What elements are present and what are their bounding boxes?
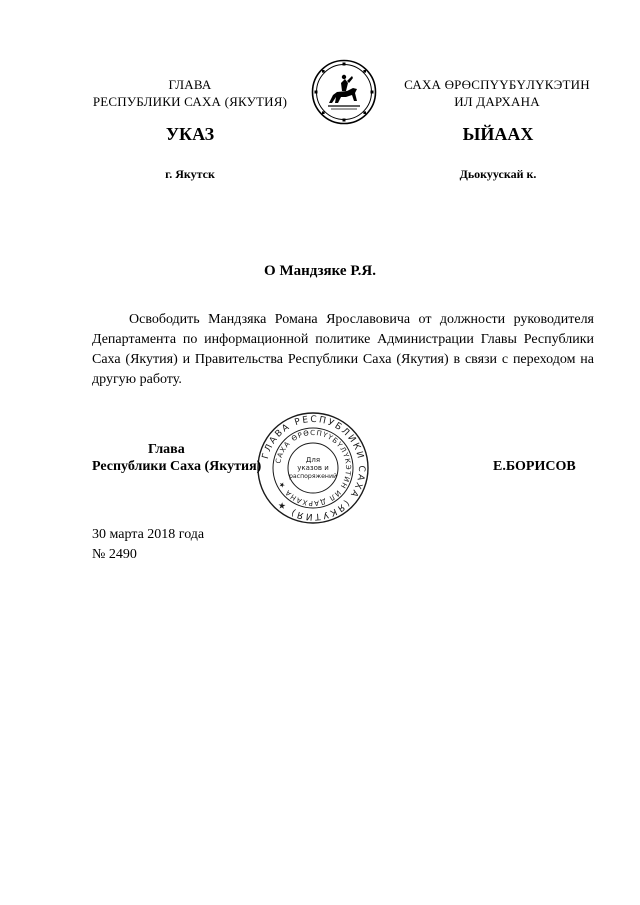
- coat-of-arms-icon: [311, 59, 377, 125]
- signature-name: Е.БОРИСОВ: [493, 459, 576, 474]
- decree-title-sakha: ЫЙААХ: [462, 124, 534, 144]
- stamp-seal-icon: [255, 410, 371, 526]
- stamp-center-line1: Для: [305, 456, 321, 464]
- stamp-center-line2: указов и: [297, 464, 329, 472]
- decree-title-ru: УКАЗ: [165, 124, 215, 144]
- document-number: № 2490: [92, 547, 137, 562]
- city-ru: г. Якутск: [165, 167, 215, 181]
- signature-position-line1: Глава: [148, 442, 185, 457]
- coat-of-arms-emblem: [311, 59, 377, 125]
- header-left: [70, 76, 310, 110]
- header-left-line2: РЕСПУБЛИКИ САХА (ЯКУТИЯ): [92, 94, 288, 109]
- document-footer: [92, 525, 204, 565]
- city-sakha: Дьокуускай к.: [459, 167, 537, 181]
- official-stamp: [255, 410, 371, 526]
- document-title: О Мандзяке Р.Я.: [264, 263, 376, 279]
- signature-position-line2: Республики Саха (Якутия): [92, 459, 262, 474]
- svg-text:ГЛАВА РЕСПУБЛИКИ САХА (ЯКУТИЯ): ГЛАВА РЕСПУБЛИКИ САХА (ЯКУТИЯ) ★: [260, 414, 367, 522]
- svg-text:САХА ӨРӨСПҮҮБҮЛҮКЭТИН ИЛ ДАРХА: САХА ӨРӨСПҮҮБҮЛҮКЭТИН ИЛ ДАРХАНА ★: [274, 428, 353, 508]
- header-right: [386, 76, 608, 110]
- header-left-line1: ГЛАВА: [168, 77, 212, 92]
- document-date: 30 марта 2018 года: [92, 527, 205, 542]
- document-body: Освободить Мандзяка Романа Ярославовича от должности руководителя Департамента по информационной политике Администрации Главы Республики Саха (Якутия) и Правительства Республики Саха (Якутия) в связи с переходом на другую работу.: [92, 312, 594, 387]
- stamp-center-line3: распоряжений: [288, 473, 338, 480]
- header-right-line2: ИЛ ДАРХАНА: [454, 94, 540, 109]
- header-right-line1: САХА ӨРӨСПҮҮБҮЛҮКЭТИН: [404, 77, 590, 92]
